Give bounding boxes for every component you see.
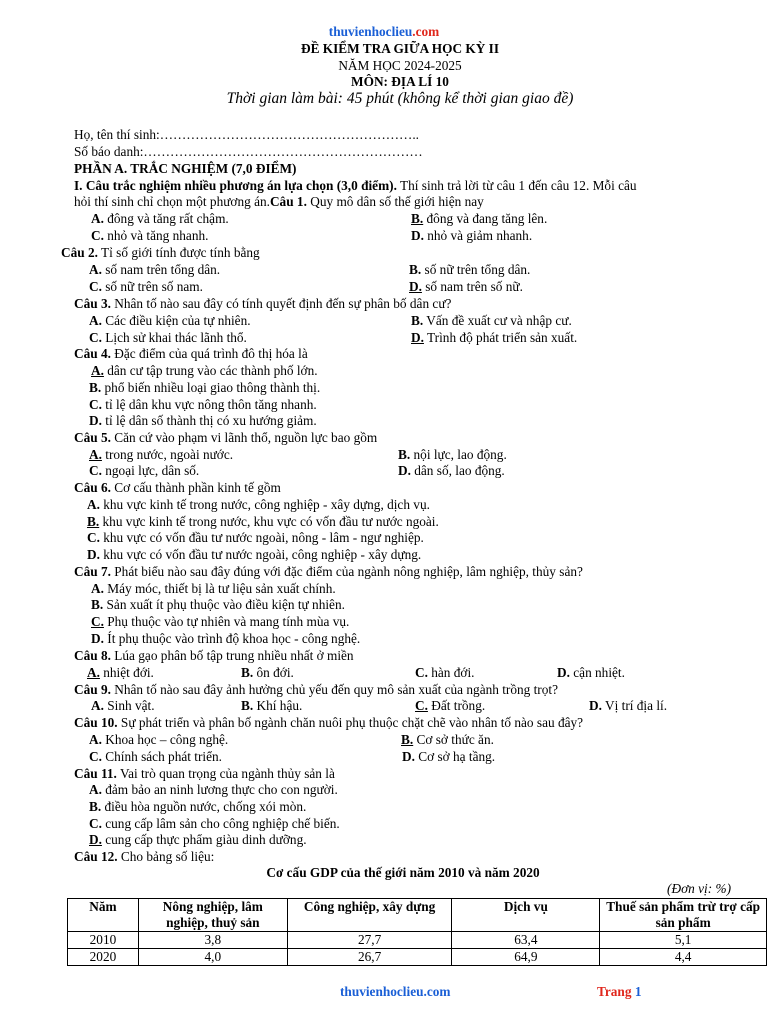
- option-letter: C.: [89, 749, 102, 764]
- section-intro-line-2: [74, 194, 484, 211]
- q9-option-d[interactable]: [589, 698, 667, 715]
- q5-stem: [74, 430, 377, 447]
- table-cell: 4,4: [600, 949, 767, 966]
- header-services: Dịch vụ: [452, 899, 600, 932]
- q2-stem: [61, 245, 260, 262]
- option-text: đông và đang tăng lên.: [423, 211, 548, 226]
- q10-option-c[interactable]: [89, 749, 222, 766]
- option-text: Sản xuất ít phụ thuộc vào điều kiện tự nhiên.: [103, 597, 345, 612]
- option-text: số nữ trên số nam.: [101, 279, 203, 294]
- section-text-2: hỏi thí sinh chỉ chọn một phương án.: [74, 194, 270, 209]
- header-taxes: Thuế sản phẩm trừ trợ cấp sản phẩm: [600, 899, 767, 932]
- option-text: ôn đới.: [253, 665, 294, 680]
- q12-text: Cho bảng số liệu:: [117, 849, 215, 864]
- exam-title: ĐỀ KIỂM TRA GIỮA HỌC KỲ II: [300, 41, 499, 56]
- q4-text: Đặc điểm của quá trình đô thị hóa là: [110, 346, 308, 361]
- q9-option-b[interactable]: [241, 698, 302, 715]
- option-letter: A.: [91, 363, 104, 378]
- q8-text: Lúa gạo phân bố tập trung nhiều nhất ở miền: [110, 648, 354, 663]
- q8-stem: [74, 648, 354, 665]
- q7-text: Phát biểu nào sau đây đúng với đặc điểm của ngành nông nghiệp, lâm nghiệp, thủy sản?: [110, 564, 583, 579]
- header-year: Năm: [68, 899, 139, 932]
- q9-text: Nhân tố nào sau đây ảnh hưởng chủ yếu đến quy mô sản xuất của ngành trồng trọt?: [110, 682, 558, 697]
- option-text: khu vực có vốn đầu tư nước ngoài, nông - lâm - ngư nghiệp.: [99, 530, 424, 545]
- q5-option-a[interactable]: [89, 447, 233, 464]
- option-letter: D.: [398, 463, 411, 478]
- option-letter: C.: [87, 530, 100, 545]
- option-text: số nam trên số nữ.: [421, 279, 523, 294]
- option-letter: B.: [409, 262, 422, 277]
- option-text: trong nước, ngoài nước.: [101, 447, 234, 462]
- option-letter: C.: [415, 665, 428, 680]
- header-agriculture: Nông nghiệp, lâm nghiệp, thuỷ sản: [138, 899, 287, 932]
- site-suffix: .com: [412, 24, 440, 39]
- option-text: Khoa học – công nghệ.: [101, 732, 229, 747]
- q1-option-c[interactable]: [91, 228, 208, 245]
- option-letter: B.: [241, 698, 254, 713]
- q12-stem: [74, 849, 214, 866]
- option-text: Vấn đề xuất cư và nhập cư.: [423, 313, 572, 328]
- q9-option-a[interactable]: [91, 698, 155, 715]
- table-title: Cơ cấu GDP của thế giới năm 2010 và năm 2020: [266, 865, 540, 880]
- table-row: [68, 932, 767, 949]
- option-text: Đất trồng.: [427, 698, 486, 713]
- option-letter: A.: [91, 698, 104, 713]
- option-letter: A.: [89, 782, 102, 797]
- option-text: Ít phụ thuộc vào trình độ khoa học - công nghệ.: [103, 631, 361, 646]
- option-text: Phụ thuộc vào tự nhiên và mang tính mùa vụ.: [103, 614, 350, 629]
- option-letter: B.: [398, 447, 411, 462]
- option-letter: A.: [87, 497, 100, 512]
- q6-stem: [74, 480, 281, 497]
- q5-text: Căn cứ vào phạm vi lãnh thổ, nguồn lực bao gồm: [110, 430, 378, 445]
- q7-stem: [74, 564, 583, 581]
- q5-option-c[interactable]: [89, 463, 199, 480]
- q11-option-a[interactable]: [89, 782, 338, 799]
- section-text-1: Thí sinh trả lời từ câu 1 đến câu 12. Mỗi câu: [396, 178, 637, 193]
- option-text: điều hòa nguồn nước, chống xói mòn.: [101, 799, 307, 814]
- option-text: nội lực, lao động.: [410, 447, 507, 462]
- table-cell: 5,1: [600, 932, 767, 949]
- q3-option-b[interactable]: [411, 313, 572, 330]
- option-text: Vị trí địa lí.: [601, 698, 668, 713]
- q3-option-c[interactable]: [89, 330, 247, 347]
- option-text: Chính sách phát triển.: [101, 749, 222, 764]
- option-text: Khí hậu.: [253, 698, 303, 713]
- option-letter: C.: [89, 279, 102, 294]
- option-text: số nam trên tổng dân.: [101, 262, 221, 277]
- q3-option-a[interactable]: [89, 313, 251, 330]
- q11-option-d[interactable]: [89, 832, 307, 849]
- section-label: I. Câu trắc nghiệm nhiều phương án lựa chọn (3,0 điểm).: [74, 178, 397, 193]
- q11-option-b[interactable]: [89, 799, 306, 816]
- q10-option-a[interactable]: [89, 732, 228, 749]
- option-letter: C.: [91, 228, 104, 243]
- option-letter: A.: [87, 665, 100, 680]
- option-letter: D.: [557, 665, 570, 680]
- q3-label: Câu 3.: [74, 296, 111, 311]
- q9-option-c[interactable]: [415, 698, 485, 715]
- q4-stem: [74, 346, 308, 363]
- q7-option-d[interactable]: [91, 631, 360, 648]
- q5-option-d[interactable]: [398, 463, 505, 480]
- option-text: ngoại lực, dân số.: [101, 463, 200, 478]
- q10-label: Câu 10.: [74, 715, 118, 730]
- q7-option-b[interactable]: [91, 597, 345, 614]
- option-text: tỉ lệ dân số thành thị có xu hướng giảm.: [101, 413, 317, 428]
- option-letter: B.: [401, 732, 414, 747]
- student-name-line: Họ, tên thí sinh:…………………………………………………..: [74, 127, 419, 142]
- option-text: nhỏ và tăng nhanh.: [103, 228, 209, 243]
- option-letter: B.: [241, 665, 254, 680]
- table-row: [68, 949, 767, 966]
- q6-text: Cơ cấu thành phần kinh tế gồm: [110, 480, 281, 495]
- q5-label: Câu 5.: [74, 430, 111, 445]
- option-text: Lịch sử khai thác lãnh thổ.: [101, 330, 247, 345]
- option-text: Cơ sở hạ tầng.: [414, 749, 496, 764]
- q7-option-c[interactable]: [91, 614, 349, 631]
- q3-text: Nhân tố nào sau đây có tính quyết định đến sự phân bố dân cư?: [110, 296, 452, 311]
- q1-option-b[interactable]: [411, 211, 547, 228]
- option-letter: C.: [89, 330, 102, 345]
- option-letter: B.: [89, 799, 102, 814]
- footer-site-suffix: .com: [423, 984, 451, 999]
- option-text: dân cư tập trung vào các thành phố lớn.: [103, 363, 318, 378]
- table-cell: 3,8: [138, 932, 287, 949]
- option-text: phổ biến nhiều loại giao thông thành thị.: [101, 380, 321, 395]
- option-letter: D.: [402, 749, 415, 764]
- option-letter: C.: [415, 698, 428, 713]
- option-text: cận nhiệt.: [569, 665, 625, 680]
- q12-label: Câu 12.: [74, 849, 118, 864]
- option-letter: D.: [409, 279, 422, 294]
- q8-option-d[interactable]: [557, 665, 625, 682]
- q8-option-a[interactable]: [87, 665, 154, 682]
- option-text: khu vực kinh tế trong nước, khu vực có vốn đầu tư nước ngoài.: [99, 514, 439, 529]
- option-letter: C.: [89, 397, 102, 412]
- q11-text: Vai trò quan trọng của ngành thủy sản là: [116, 766, 335, 781]
- q2-text: Tỉ số giới tính được tính bằng: [97, 245, 260, 260]
- q2-label: Câu 2.: [61, 245, 98, 260]
- q1-option-a[interactable]: [91, 211, 229, 228]
- option-letter: A.: [89, 262, 102, 277]
- q8-option-c[interactable]: [415, 665, 474, 682]
- option-letter: A.: [89, 732, 102, 747]
- option-letter: A.: [91, 211, 104, 226]
- q2-option-d[interactable]: [409, 279, 523, 296]
- q6-option-a[interactable]: [87, 497, 430, 514]
- option-text: đảm bảo an ninh lương thực cho con người.: [101, 782, 338, 797]
- option-letter: D.: [411, 228, 424, 243]
- option-text: tỉ lệ dân khu vực nông thôn tăng nhanh.: [101, 397, 317, 412]
- option-letter: B.: [91, 597, 104, 612]
- table-unit: (Đơn vị: %): [667, 881, 731, 896]
- option-text: nhiệt đới.: [99, 665, 154, 680]
- page-number: [597, 984, 641, 1001]
- option-text: khu vực kinh tế trong nước, công nghiệp - xây dựng, dịch vụ.: [99, 497, 430, 512]
- option-text: Các điều kiện của tự nhiên.: [101, 313, 251, 328]
- q1-option-d[interactable]: [411, 228, 532, 245]
- q4-option-b[interactable]: [89, 380, 320, 397]
- table-cell: 2010: [68, 932, 139, 949]
- option-text: hàn đới.: [427, 665, 475, 680]
- table-cell: 4,0: [138, 949, 287, 966]
- school-year: NĂM HỌC 2024-2025: [338, 58, 462, 73]
- student-id-line: Số báo danh:………………………………………………………: [74, 144, 423, 159]
- q6-option-d[interactable]: [87, 547, 421, 564]
- option-letter: C.: [89, 816, 102, 831]
- q10-option-b[interactable]: [401, 732, 494, 749]
- q7-option-a[interactable]: [91, 581, 336, 598]
- q10-stem: [74, 715, 583, 732]
- q1-label: Câu 1.: [269, 194, 307, 209]
- site-logo-text[interactable]: [0, 24, 768, 41]
- table-header-row: [68, 899, 767, 932]
- option-text: cung cấp thực phẩm giàu dinh dưỡng.: [101, 832, 307, 847]
- q1-text: Quy mô dân số thế giới hiện nay: [306, 194, 484, 209]
- page-label: Trang: [597, 984, 635, 999]
- q4-option-a[interactable]: [91, 363, 318, 380]
- option-text: Sinh vật.: [103, 698, 155, 713]
- table-cell: 2020: [68, 949, 139, 966]
- option-letter: A.: [89, 313, 102, 328]
- q6-option-b[interactable]: [87, 514, 439, 531]
- option-text: Trình độ phát triển sản xuất.: [423, 330, 578, 345]
- q6-option-c[interactable]: [87, 530, 424, 547]
- q9-stem: [74, 682, 558, 699]
- option-letter: A.: [89, 447, 102, 462]
- option-letter: D.: [89, 832, 102, 847]
- subject: MÔN: ĐỊA LÍ 10: [351, 74, 449, 89]
- site-prefix: thuvienhoclieu: [328, 24, 413, 39]
- option-text: số nữ trên tổng dân.: [421, 262, 531, 277]
- q9-label: Câu 9.: [74, 682, 111, 697]
- q3-option-d[interactable]: [411, 330, 577, 347]
- option-text: dân số, lao động.: [410, 463, 505, 478]
- option-letter: D.: [589, 698, 602, 713]
- page-number-value: 1: [634, 984, 642, 999]
- option-text: Máy móc, thiết bị là tư liệu sản xuất chính.: [103, 581, 336, 596]
- option-letter: D.: [87, 547, 100, 562]
- q11-label: Câu 11.: [74, 766, 117, 781]
- header-industry: Công nghiệp, xây dựng: [287, 899, 452, 932]
- option-text: Cơ sở thức ăn.: [413, 732, 494, 747]
- time-allowed: Thời gian làm bài: 45 phút (không kể thời gian giao đề): [226, 90, 574, 107]
- table-cell: 27,7: [287, 932, 452, 949]
- q6-label: Câu 6.: [74, 480, 111, 495]
- option-letter: D.: [89, 413, 102, 428]
- gdp-table: [67, 898, 767, 966]
- table-cell: 26,7: [287, 949, 452, 966]
- option-letter: B.: [411, 211, 424, 226]
- q8-label: Câu 8.: [74, 648, 111, 663]
- q7-label: Câu 7.: [74, 564, 111, 579]
- option-letter: D.: [91, 631, 104, 646]
- q3-stem: [74, 296, 451, 313]
- q4-option-d[interactable]: [89, 413, 317, 430]
- option-text: đông và tăng rất chậm.: [103, 211, 229, 226]
- q11-stem: [74, 766, 335, 783]
- q4-label: Câu 4.: [74, 346, 111, 361]
- option-letter: B.: [411, 313, 424, 328]
- option-text: nhỏ và giảm nhanh.: [423, 228, 533, 243]
- footer-site-prefix: thuvienhoclieu: [340, 984, 424, 999]
- option-letter: A.: [91, 581, 104, 596]
- section-intro-line-1: [74, 178, 637, 195]
- option-text: cung cấp lâm sản cho công nghiệp chế biến.: [101, 816, 340, 831]
- option-letter: C.: [91, 614, 104, 629]
- q10-text: Sự phát triển và phân bố ngành chăn nuôi phụ thuộc chặt chẽ vào nhân tố nào sau đây?: [117, 715, 584, 730]
- part-a-heading: PHẦN A. TRẮC NGHIỆM (7,0 ĐIỂM): [74, 161, 297, 176]
- footer-site-link[interactable]: [340, 984, 450, 1001]
- option-letter: B.: [87, 514, 100, 529]
- q10-option-d[interactable]: [402, 749, 495, 766]
- q4-option-c[interactable]: [89, 397, 317, 414]
- option-letter: D.: [411, 330, 424, 345]
- option-letter: C.: [89, 463, 102, 478]
- q5-option-b[interactable]: [398, 447, 507, 464]
- q11-option-c[interactable]: [89, 816, 340, 833]
- option-letter: B.: [89, 380, 102, 395]
- q2-option-a[interactable]: [89, 262, 220, 279]
- option-text: khu vực có vốn đầu tư nước ngoài, công nghiệp - xây dựng.: [99, 547, 422, 562]
- q2-option-c[interactable]: [89, 279, 203, 296]
- table-cell: 63,4: [452, 932, 600, 949]
- q8-option-b[interactable]: [241, 665, 294, 682]
- q2-option-b[interactable]: [409, 262, 530, 279]
- table-cell: 64,9: [452, 949, 600, 966]
